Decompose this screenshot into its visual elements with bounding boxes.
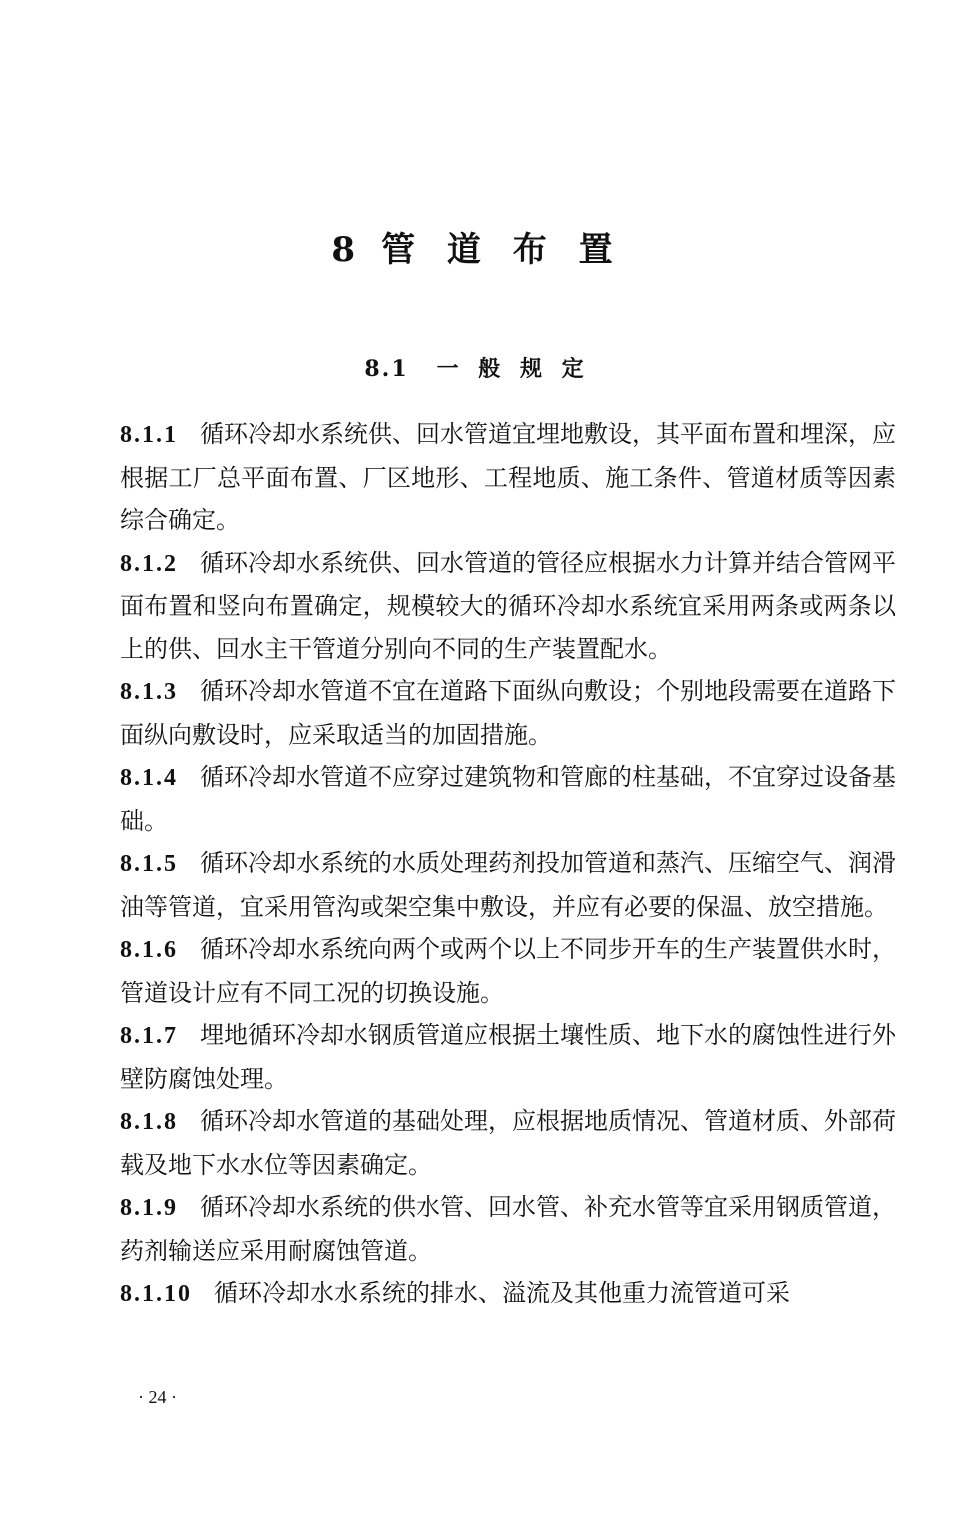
clause-number: 8.1.3 xyxy=(120,679,178,705)
clause-text: 循环冷却水系统向两个或两个以上不同步开车的生产装置供水时，管道设计应有不同工况的切换设施。 xyxy=(120,935,896,1007)
clause-number: 8.1.2 xyxy=(120,550,178,577)
clause-number: 8.1.7 xyxy=(120,1023,178,1049)
section-title: 一 般 规 定 xyxy=(436,356,590,382)
clause-text: 循环冷却水管道不应穿过建筑物和管廊的柱基础，不宜穿过设备基础。 xyxy=(120,763,896,835)
clause-text: 循环冷却水水系统的排水、溢流及其他重力流管道可采 xyxy=(214,1279,790,1307)
clause-number: 8.1.8 xyxy=(120,1109,178,1135)
clause-8-1-1 xyxy=(120,413,896,542)
clause-text: 循环冷却水系统的水质处理药剂投加管道和蒸汽、压缩空气、润滑油等管道，宜采用管沟或架空集中敷设，并应有必要的保温、放空措施。 xyxy=(120,849,896,921)
clause-8-1-6 xyxy=(120,928,896,1014)
clause-8-1-3 xyxy=(120,670,896,756)
clause-list xyxy=(120,413,896,1316)
clause-text: 循环冷却水管道的基础处理，应根据地质情况、管道材质、外部荷载及地下水水位等因素确定。 xyxy=(120,1107,896,1179)
clause-8-1-2 xyxy=(120,542,896,671)
clause-8-1-5 xyxy=(120,842,896,928)
chapter-heading xyxy=(0,222,954,271)
page-number: · 24 · xyxy=(138,1387,177,1407)
section-heading xyxy=(0,352,954,383)
clause-number: 8.1.1 xyxy=(120,422,178,448)
clause-number: 8.1.5 xyxy=(120,851,178,877)
clause-number: 8.1.4 xyxy=(120,765,178,791)
clause-number: 8.1.10 xyxy=(120,1281,192,1307)
clause-text: 循环冷却水系统供、回水管道宜埋地敷设，其平面布置和埋深，应根据工厂总平面布置、厂区地形、工程地质、施工条件、管道材质等因素综合确定。 xyxy=(120,420,896,534)
clause-number: 8.1.6 xyxy=(120,937,178,963)
clause-text: 埋地循环冷却水钢质管道应根据土壤性质、地下水的腐蚀性进行外壁防腐蚀处理。 xyxy=(120,1021,896,1093)
chapter-number: 8 xyxy=(331,230,356,270)
clause-text: 循环冷却水系统的供水管、回水管、补充水管等宜采用钢质管道，药剂输送应采用耐腐蚀管道。 xyxy=(120,1193,896,1265)
chapter-title: 管 道 布 置 xyxy=(381,230,623,270)
clause-text: 循环冷却水系统供、回水管道的管径应根据水力计算并结合管网平面布置和竖向布置确定，规模较大的循环冷却水系统宜采用两条或两条以上的供、回水主干管道分别向不同的生产装置配水。 xyxy=(120,548,896,663)
clause-number: 8.1.9 xyxy=(120,1195,178,1221)
clause-8-1-7 xyxy=(120,1014,896,1100)
clause-8-1-4 xyxy=(120,756,896,842)
clause-text: 循环冷却水管道不宜在道路下面纵向敷设；个别地段需要在道路下面纵向敷设时，应采取适当的加固措施。 xyxy=(120,677,896,749)
clause-8-1-10 xyxy=(120,1272,896,1316)
clause-8-1-8 xyxy=(120,1100,896,1186)
section-number: 8.1 xyxy=(364,356,409,382)
clause-8-1-9 xyxy=(120,1186,896,1272)
